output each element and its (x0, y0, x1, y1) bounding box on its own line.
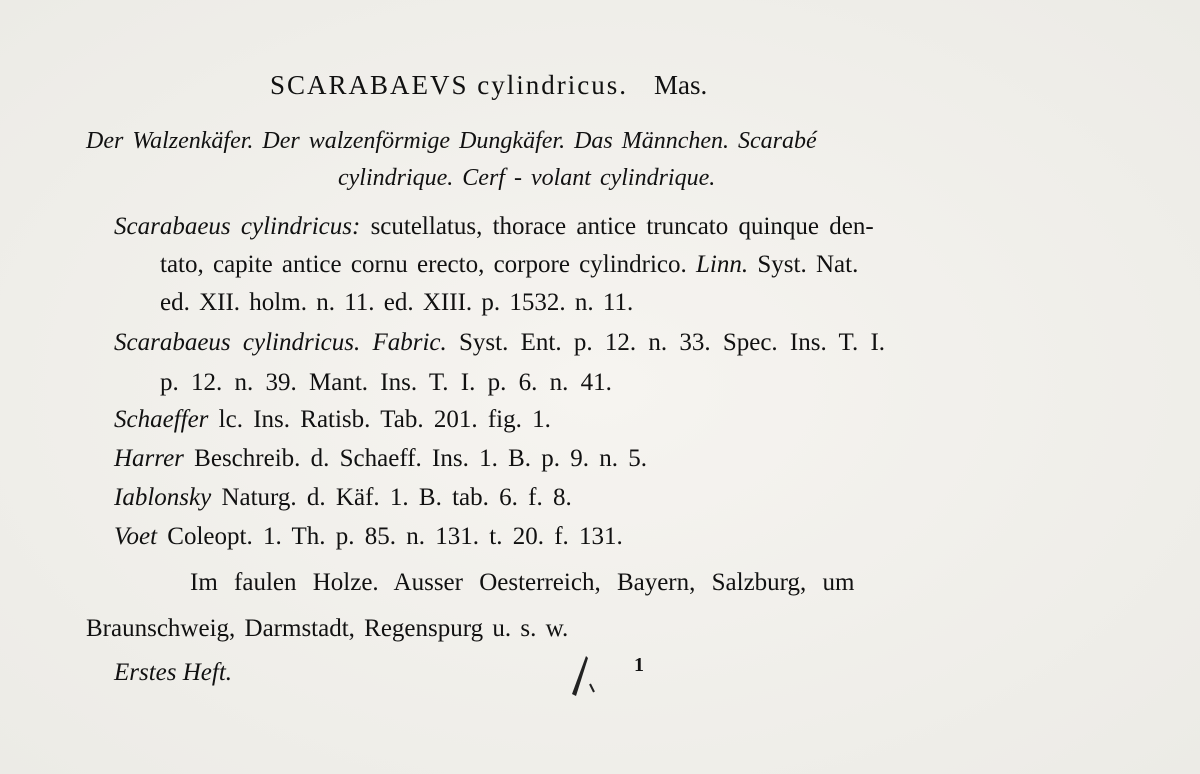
habitat-line-2: Braunschweig, Darmstadt, Regenspurg u. s. w. (86, 615, 569, 642)
ref-fabric-line-2: p. 12. n. 39. Mant. Ins. T. I. p. 6. n. 41. (160, 369, 612, 396)
signature-mark: 1 (634, 654, 644, 676)
ref-text: lc. Ins. Ratisb. Tab. 201. fig. 1. (218, 406, 551, 433)
ref-author: Linn. (696, 251, 749, 278)
ref-text: Beschreib. d. Schaeff. Ins. 1. B. p. 9. n. 5. (194, 445, 648, 472)
ref-author: Scarabaeus cylindricus. (114, 329, 361, 356)
ref-author: Fabric. (372, 329, 447, 356)
ref-text: tato, capite antice cornu erecto, corpore cylindrico. (160, 251, 687, 278)
ref-text: Naturg. d. Käf. 1. B. tab. 6. f. 8. (221, 484, 572, 511)
ref-author: Scarabaeus cylindricus: (114, 213, 361, 240)
sex-label: Mas. (654, 70, 708, 100)
species-name: SCARABAEVS cylindricus. (270, 70, 629, 100)
ref-linn-line-2 (160, 250, 858, 280)
ref-linn-line-1 (114, 212, 874, 242)
ref-author: Voet (114, 523, 158, 550)
ref-iablonsky (114, 483, 572, 513)
ref-voet (114, 522, 623, 552)
ref-harrer (114, 444, 647, 474)
habitat-line-1: Im faulen Holze. Ausser Oesterreich, Bayern, Salzburg, um (190, 569, 855, 596)
ref-author: Harrer (114, 445, 184, 472)
vernacular-line-1: Der Walzenkäfer. Der walzenförmige Dungkäfer. Das Männchen. Scarabé (86, 128, 817, 154)
ink-mark-icon (564, 650, 604, 700)
ref-author: Schaeffer (114, 406, 209, 433)
ref-text: Coleopt. 1. Th. p. 85. n. 131. t. 20. f. 131. (167, 523, 623, 550)
ref-author: Iablonsky (114, 484, 212, 511)
ref-schaeffer (114, 405, 551, 435)
ref-text: Syst. Nat. (757, 251, 859, 278)
ref-text: Syst. Ent. p. 12. n. 33. Spec. Ins. T. I. (459, 329, 886, 356)
footer-heft: Erstes Heft. (114, 659, 233, 686)
vernacular-line-2: cylindrique. Cerf - volant cylindrique. (338, 165, 716, 191)
page-title (270, 70, 707, 100)
ref-linn-line-3: ed. XII. holm. n. 11. ed. XIII. p. 1532. n. 11. (160, 289, 634, 316)
ref-fabric-line-1 (114, 328, 885, 358)
ref-text: scutellatus, thorace antice truncato quinque den- (370, 213, 874, 240)
